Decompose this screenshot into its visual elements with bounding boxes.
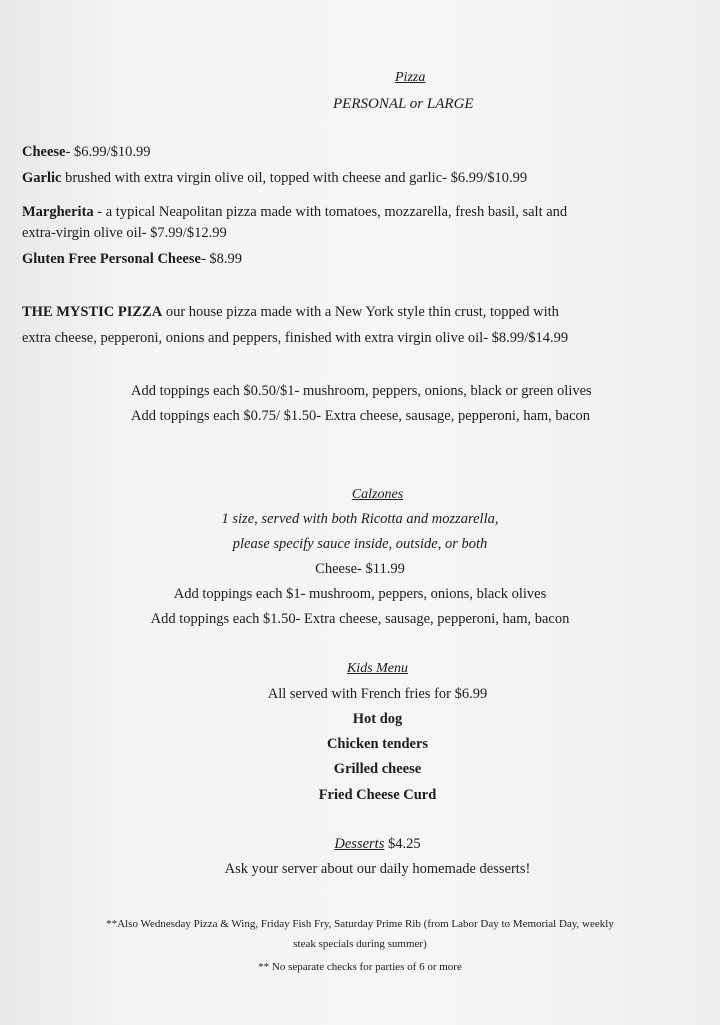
mystic-pizza-line1 (22, 304, 559, 321)
item-name: Garlic (22, 170, 62, 186)
calzones-title: Calzones (351, 487, 404, 502)
item-name: Cheese (22, 144, 66, 160)
mystic-pizza-desc: our house pizza made with a New York style thin crust, topped with (162, 304, 559, 320)
item-name: Gluten Free Personal Cheese (22, 251, 201, 267)
calzones-toppings-2: Add toppings each $1.50- Extra cheese, sausage, pepperoni, ham, bacon (150, 611, 570, 627)
calzones-line1: 1 size, served with both Ricotta and mozzarella, (221, 511, 499, 527)
kids-item: Grilled cheese (333, 761, 422, 777)
footer-line2: steak specials during summer) (293, 938, 427, 950)
item-desc: extra-virgin olive oil- $7.99/$12.99 (22, 225, 227, 241)
calzones-cheese: Cheese- $11.99 (315, 561, 405, 577)
pizza-item-margherita (22, 204, 567, 221)
pizza-item-margherita-cont (22, 225, 227, 242)
calzones-line2: please specify sauce inside, outside, or both (232, 536, 488, 552)
item-desc: - a typical Neapolitan pizza made with tomatoes, mozzarella, fresh basil, salt and (93, 204, 568, 220)
item-desc: - $6.99/$10.99 (65, 144, 151, 160)
footer-line3: ** No separate checks for parties of 6 or more (258, 961, 462, 973)
kids-menu-title: Kids Menu (346, 661, 409, 676)
footer-line1: **Also Wednesday Pizza & Wing, Friday Fish Fry, Saturday Prime Rib (from Labor Day to Memorial Day, weekly (106, 918, 614, 930)
calzones-toppings-1: Add toppings each $1- mushroom, peppers, onions, black olives (173, 586, 547, 602)
item-desc: brushed with extra virgin olive oil, topped with cheese and garlic- $6.99/$10.99 (61, 170, 528, 186)
kids-item: Hot dog (352, 711, 403, 727)
pizza-subtitle: PERSONAL or LARGE (333, 96, 474, 112)
kids-item: Fried Cheese Curd (318, 787, 437, 803)
kids-menu-note: All served with French fries for $6.99 (267, 686, 488, 702)
item-desc: - $8.99 (200, 251, 243, 267)
pizza-item-cheese (22, 144, 150, 161)
desserts-heading (0, 836, 720, 853)
pizza-title: Pizza (395, 70, 426, 85)
desserts-title: Desserts (334, 836, 385, 852)
pizza-item-gluten-free (22, 251, 242, 268)
mystic-pizza-name: THE MYSTIC PIZZA (22, 304, 163, 320)
desserts-note: Ask your server about our daily homemade desserts! (224, 861, 531, 877)
desserts-price: $4.25 (384, 836, 421, 852)
pizza-item-garlic (22, 170, 527, 187)
mystic-pizza-line2: extra cheese, pepperoni, onions and peppers, finished with extra virgin olive oil- $8.99/$14.99 (22, 330, 569, 346)
pizza-toppings-2: Add toppings each $0.75/ $1.50- Extra cheese, sausage, pepperoni, ham, bacon (131, 408, 591, 424)
item-name: Margherita (22, 204, 94, 220)
kids-item: Chicken tenders (326, 736, 429, 752)
pizza-toppings-1: Add toppings each $0.50/$1- mushroom, peppers, onions, black or green olives (131, 383, 592, 399)
